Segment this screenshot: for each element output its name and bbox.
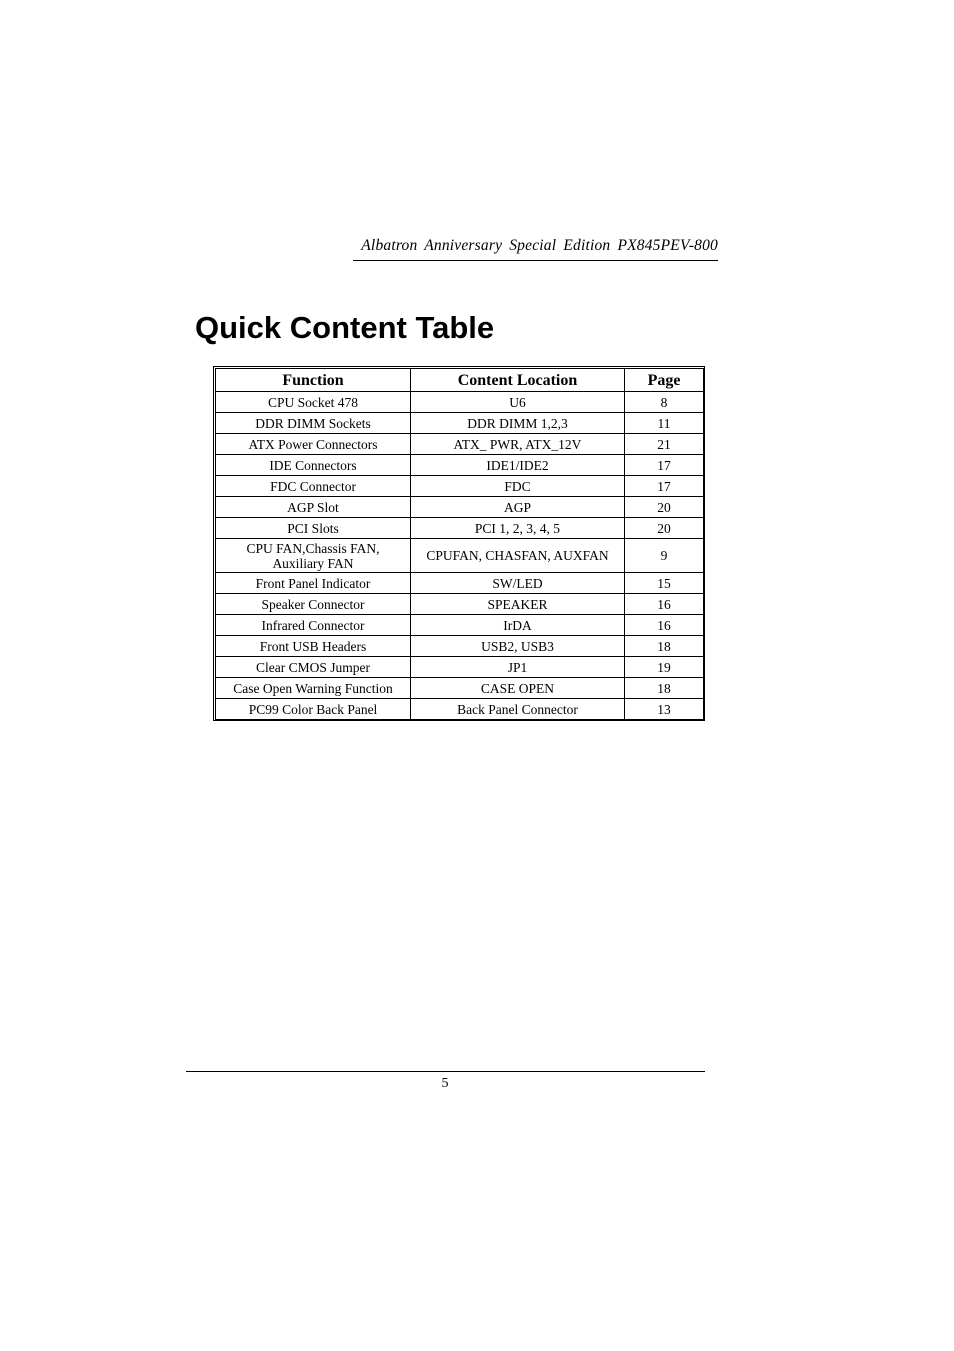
content-location-cell: SW/LED xyxy=(411,573,625,594)
quick-content-table-frame xyxy=(213,366,705,721)
table-row xyxy=(216,636,704,657)
column-header-page: Page xyxy=(625,369,704,392)
content-location-cell: FDC xyxy=(411,476,625,497)
table-header-row xyxy=(216,369,704,392)
function-cell: PCI Slots xyxy=(216,518,411,539)
table-row xyxy=(216,413,704,434)
page-cell: 18 xyxy=(625,636,704,657)
page-cell: 17 xyxy=(625,455,704,476)
function-cell: Clear CMOS Jumper xyxy=(216,657,411,678)
content-location-cell: SPEAKER xyxy=(411,594,625,615)
table-row xyxy=(216,476,704,497)
content-location-cell: ATX_ PWR, ATX_12V xyxy=(411,434,625,455)
page-cell: 9 xyxy=(625,539,704,573)
page-cell: 20 xyxy=(625,518,704,539)
header-divider xyxy=(353,260,718,261)
page-title: Quick Content Table xyxy=(195,310,495,345)
function-cell: Front Panel Indicator xyxy=(216,573,411,594)
running-header: Albatron Anniversary Special Edition PX845PEV-800 xyxy=(361,237,718,254)
content-location-cell: IDE1/IDE2 xyxy=(411,455,625,476)
page-cell: 21 xyxy=(625,434,704,455)
column-header-content-location: Content Location xyxy=(411,369,625,392)
content-location-cell: U6 xyxy=(411,392,625,413)
page-number: 5 xyxy=(441,1076,449,1091)
table-row xyxy=(216,455,704,476)
function-cell: ATX Power Connectors xyxy=(216,434,411,455)
content-location-cell: JP1 xyxy=(411,657,625,678)
content-location-cell: PCI 1, 2, 3, 4, 5 xyxy=(411,518,625,539)
function-cell: DDR DIMM Sockets xyxy=(216,413,411,434)
page-cell: 19 xyxy=(625,657,704,678)
function-cell: CPU Socket 478 xyxy=(216,392,411,413)
footer-divider xyxy=(186,1071,705,1072)
content-location-cell: IrDA xyxy=(411,615,625,636)
function-cell: IDE Connectors xyxy=(216,455,411,476)
table-row xyxy=(216,657,704,678)
content-location-cell: AGP xyxy=(411,497,625,518)
function-cell: CPU FAN,Chassis FAN, Auxiliary FAN xyxy=(216,539,411,573)
table-row xyxy=(216,539,704,573)
page-cell: 8 xyxy=(625,392,704,413)
function-cell: PC99 Color Back Panel xyxy=(216,699,411,720)
content-location-cell: USB2, USB3 xyxy=(411,636,625,657)
function-cell: Speaker Connector xyxy=(216,594,411,615)
content-location-cell: CASE OPEN xyxy=(411,678,625,699)
content-location-cell: Back Panel Connector xyxy=(411,699,625,720)
table-row xyxy=(216,573,704,594)
page-cell: 15 xyxy=(625,573,704,594)
table-row xyxy=(216,615,704,636)
table-row xyxy=(216,518,704,539)
table-row xyxy=(216,392,704,413)
page-cell: 20 xyxy=(625,497,704,518)
table-row xyxy=(216,594,704,615)
table-row xyxy=(216,678,704,699)
table-row xyxy=(216,434,704,455)
page-cell: 17 xyxy=(625,476,704,497)
function-cell: Front USB Headers xyxy=(216,636,411,657)
column-header-function: Function xyxy=(216,369,411,392)
page-cell: 16 xyxy=(625,594,704,615)
function-cell: Infrared Connector xyxy=(216,615,411,636)
content-location-cell: CPUFAN, CHASFAN, AUXFAN xyxy=(411,539,625,573)
page-cell: 11 xyxy=(625,413,704,434)
page-cell: 16 xyxy=(625,615,704,636)
content-location-cell: DDR DIMM 1,2,3 xyxy=(411,413,625,434)
page-cell: 13 xyxy=(625,699,704,720)
function-cell: AGP Slot xyxy=(216,497,411,518)
function-cell: FDC Connector xyxy=(216,476,411,497)
table-row xyxy=(216,699,704,720)
function-cell: Case Open Warning Function xyxy=(216,678,411,699)
page-cell: 18 xyxy=(625,678,704,699)
table-row xyxy=(216,497,704,518)
quick-content-table xyxy=(215,368,704,720)
